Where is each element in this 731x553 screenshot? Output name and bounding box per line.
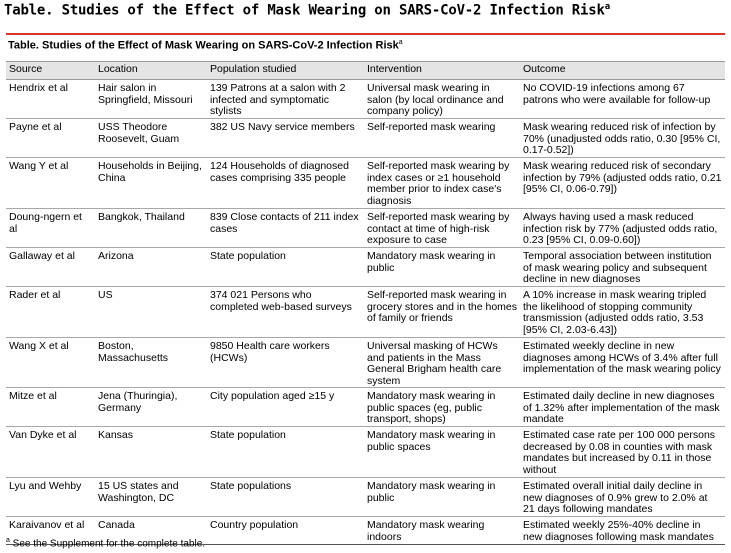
cell-source: Karaivanov et al xyxy=(6,517,95,545)
cell-location: Boston, Massachusetts xyxy=(95,338,207,388)
col-header-population: Population studied xyxy=(207,62,364,80)
cell-source: Hendrix et al xyxy=(6,80,95,119)
table-row xyxy=(6,209,725,248)
table-row xyxy=(6,338,725,388)
cell-location: Jena (Thuringia), Germany xyxy=(95,388,207,427)
cell-source: Lyu and Wehby xyxy=(6,478,95,517)
cell-location: Arizona xyxy=(95,248,207,287)
cell-location: Households in Beijing, China xyxy=(95,158,207,209)
cell-location: USS Theodore Roosevelt, Guam xyxy=(95,119,207,158)
cell-intervention: Self-reported mask wearing by index cases or ≥1 household member prior to index case's diagnosis xyxy=(364,158,520,209)
cell-location: Bangkok, Thailand xyxy=(95,209,207,248)
cell-source: Doung-ngern et al xyxy=(6,209,95,248)
col-header-outcome: Outcome xyxy=(520,62,725,80)
cell-population: 9850 Health care workers (HCWs) xyxy=(207,338,364,388)
cell-intervention: Self-reported mask wearing in grocery stores and in the homes of family or friends xyxy=(364,287,520,338)
cell-intervention: Mandatory mask wearing in public xyxy=(364,478,520,517)
footnote-text: See the Supplement for the complete table. xyxy=(9,538,206,550)
cell-intervention: Universal masking of HCWs and patients in the Mass General Brigham health care system xyxy=(364,338,520,388)
col-header-intervention: Intervention xyxy=(364,62,520,80)
cell-outcome: Estimated weekly decline in new diagnoses among HCWs of 3.4% after full implementation of the mask wearing policy xyxy=(520,338,725,388)
cell-outcome: Estimated case rate per 100 000 persons decreased by 0.08 in counties with mask mandates but increased by 0.11 in those without xyxy=(520,427,725,478)
cell-outcome: Estimated daily decline in new diagnoses of 1.32% after implementation of the mask mandate xyxy=(520,388,725,427)
cell-population: City population aged ≥15 y xyxy=(207,388,364,427)
page-title-footnote-marker: a xyxy=(604,2,610,12)
cell-intervention: Self-reported mask wearing by contact at time of high-risk exposure to case xyxy=(364,209,520,248)
page-title-text: Table. Studies of the Effect of Mask Wearing on SARS-CoV-2 Infection Risk xyxy=(4,2,605,19)
cell-intervention: Universal mask wearing in salon (by local ordinance and company policy) xyxy=(364,80,520,119)
page-title xyxy=(4,2,610,19)
col-header-location: Location xyxy=(95,62,207,80)
table-row xyxy=(6,388,725,427)
cell-source: Rader et al xyxy=(6,287,95,338)
cell-source: Mitze et al xyxy=(6,388,95,427)
cell-source: Van Dyke et al xyxy=(6,427,95,478)
cell-source: Wang X et al xyxy=(6,338,95,388)
cell-source: Gallaway et al xyxy=(6,248,95,287)
table-row xyxy=(6,158,725,209)
cell-outcome: Estimated weekly 25%-40% decline in new diagnoses following mask mandates xyxy=(520,517,725,545)
cell-outcome: No COVID-19 infections among 67 patrons who were available for follow-up xyxy=(520,80,725,119)
cell-source: Wang Y et al xyxy=(6,158,95,209)
table-title-footnote-marker: a xyxy=(398,39,403,46)
cell-outcome: Always having used a mask reduced infection risk by 77% (adjusted odds ratio, 0.23 [95% CI, 0.09-0.60]) xyxy=(520,209,725,248)
title-divider xyxy=(6,33,725,35)
table-row xyxy=(6,478,725,517)
cell-population: 382 US Navy service members xyxy=(207,119,364,158)
table-title-text: Table. Studies of the Effect of Mask Wearing on SARS-CoV-2 Infection Risk xyxy=(8,39,399,52)
table-footnote xyxy=(6,537,205,549)
cell-intervention: Mandatory mask wearing in public xyxy=(364,248,520,287)
cell-intervention: Mandatory mask wearing indoors xyxy=(364,517,520,545)
footnote-marker: a xyxy=(6,537,10,544)
table-header-row xyxy=(6,62,725,80)
studies-table xyxy=(6,61,725,545)
cell-outcome: Mask wearing reduced risk of secondary infection by 79% (adjusted odds ratio, 0.21 [95% CI, 0.06-0.79]) xyxy=(520,158,725,209)
cell-outcome: Mask wearing reduced risk of infection by 70% (unadjusted odds ratio, 0.30 [95% CI, 0.17-0.52]) xyxy=(520,119,725,158)
col-header-source: Source xyxy=(6,62,95,80)
table-title xyxy=(8,39,403,52)
cell-location: Canada xyxy=(95,517,207,545)
cell-source: Payne et al xyxy=(6,119,95,158)
table-row xyxy=(6,248,725,287)
cell-population: 839 Close contacts of 211 index cases xyxy=(207,209,364,248)
cell-intervention: Mandatory mask wearing in public spaces xyxy=(364,427,520,478)
table-row xyxy=(6,80,725,119)
cell-intervention: Self-reported mask wearing xyxy=(364,119,520,158)
cell-outcome: A 10% increase in mask wearing tripled the likelihood of stopping community transmission (adjusted odds ratio, 3.53 [95% CI, 2.03-6.43]) xyxy=(520,287,725,338)
table-row xyxy=(6,119,725,158)
cell-intervention: Mandatory mask wearing in public spaces (eg, public transport, shops) xyxy=(364,388,520,427)
table-row xyxy=(6,287,725,338)
cell-population: 139 Patrons at a salon with 2 infected and symptomatic stylists xyxy=(207,80,364,119)
cell-population: 374 021 Persons who completed web-based surveys xyxy=(207,287,364,338)
cell-population: 124 Households of diagnosed cases comprising 335 people xyxy=(207,158,364,209)
cell-location: Kansas xyxy=(95,427,207,478)
cell-population: State populations xyxy=(207,478,364,517)
cell-location: Hair salon in Springfield, Missouri xyxy=(95,80,207,119)
cell-population: State population xyxy=(207,248,364,287)
cell-location: US xyxy=(95,287,207,338)
cell-outcome: Temporal association between institution of mask wearing policy and subsequent decline in new diagnoses xyxy=(520,248,725,287)
cell-population: Country population xyxy=(207,517,364,545)
cell-location: 15 US states and Washington, DC xyxy=(95,478,207,517)
cell-outcome: Estimated overall initial daily decline in new diagnoses of 0.9% grew to 2.0% at 21 days following mandates xyxy=(520,478,725,517)
table-row xyxy=(6,427,725,478)
cell-population: State population xyxy=(207,427,364,478)
